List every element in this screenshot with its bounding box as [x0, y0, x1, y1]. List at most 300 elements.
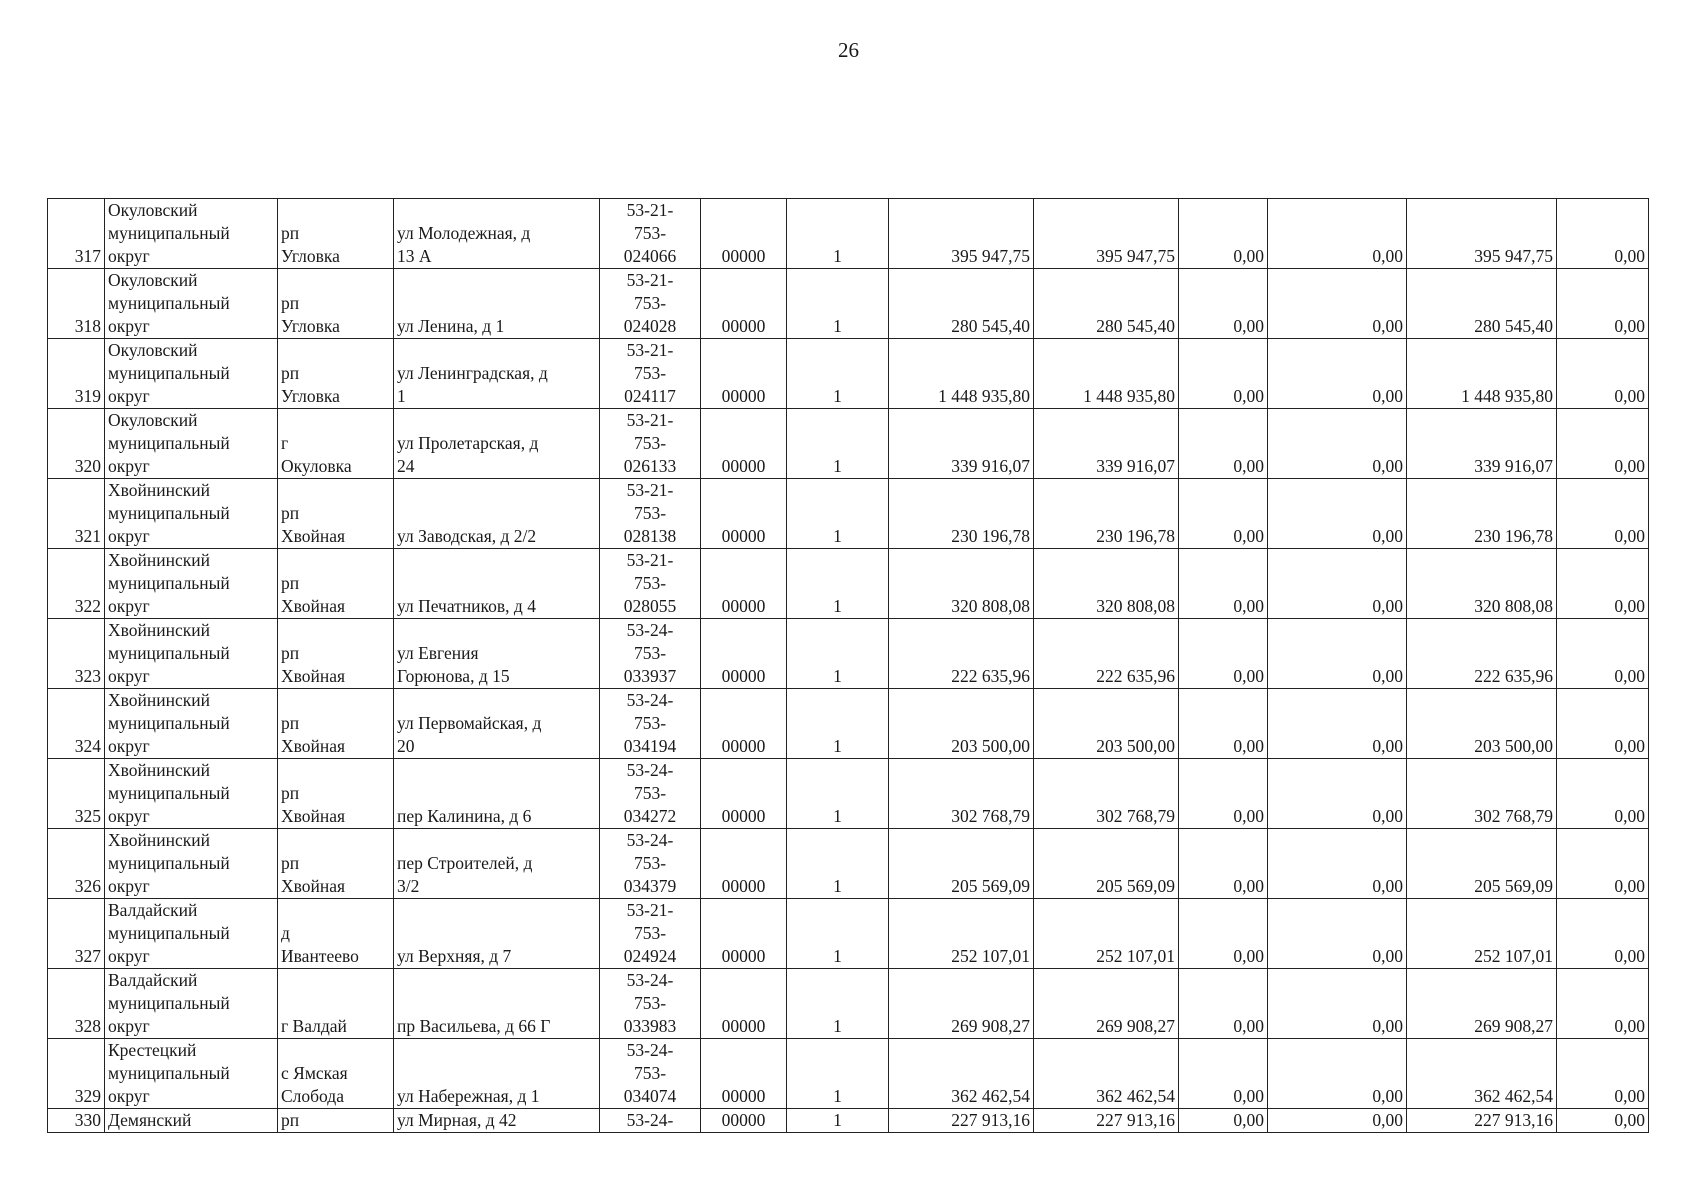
- district-cell-line: муниципальный: [108, 293, 230, 313]
- count-cell: 1: [787, 479, 889, 549]
- count-cell: 1: [787, 899, 889, 969]
- code-cell: [600, 479, 701, 549]
- code-cell-line: 028055: [623, 596, 677, 616]
- district-cell-line: округ: [108, 946, 150, 966]
- table-row: [48, 689, 1649, 759]
- address-cell: [394, 409, 600, 479]
- district-cell: [105, 619, 278, 689]
- page-number: 26: [838, 38, 859, 62]
- count-cell: 1: [787, 619, 889, 689]
- settlement-cell-line: г: [281, 433, 289, 453]
- district-cell: [105, 269, 278, 339]
- district-cell-line: муниципальный: [108, 923, 230, 943]
- code-cell: [600, 549, 701, 619]
- settlement-cell-line: Хвойная: [281, 876, 346, 896]
- amount-cell-3: 0,00: [1179, 479, 1268, 549]
- address-cell-line: Горюнова, д 15: [397, 666, 510, 686]
- district-cell: [105, 1109, 278, 1133]
- district-cell-line: округ: [108, 316, 150, 336]
- settlement-cell-line: рп: [281, 503, 300, 523]
- address-cell-line: ул Пролетарская, д: [397, 433, 539, 453]
- settlement-cell-line: Угловка: [281, 246, 340, 266]
- amount-cell-6: 0,00: [1557, 619, 1649, 689]
- amount-cell-2: 222 635,96: [1034, 619, 1179, 689]
- amount-cell-3: 0,00: [1179, 619, 1268, 689]
- amount-cell-5: 203 500,00: [1407, 689, 1557, 759]
- district-cell-line: округ: [108, 1016, 150, 1036]
- amount-cell-2: 362 462,54: [1034, 1039, 1179, 1109]
- code-cell-line: 53-24-: [626, 620, 674, 640]
- district-cell-line: округ: [108, 806, 150, 826]
- district-cell-line: муниципальный: [108, 853, 230, 873]
- address-cell-line: ул Набережная, д 1: [397, 1086, 540, 1106]
- address-cell-line: ул Печатников, д 4: [397, 596, 536, 616]
- amount-cell-1: 339 916,07: [889, 409, 1034, 479]
- count-cell: 1: [787, 1109, 889, 1133]
- settlement-cell-line: г Валдай: [281, 1016, 347, 1036]
- settlement-cell-line: рп: [281, 223, 300, 243]
- address-cell: [394, 1109, 600, 1133]
- settlement-cell-line: Слобода: [281, 1086, 344, 1106]
- row-number: 327: [48, 899, 105, 969]
- district-cell-line: муниципальный: [108, 1063, 230, 1083]
- settlement-cell-line: рп: [281, 1110, 300, 1130]
- code-cell-line: 53-24-: [626, 1040, 674, 1060]
- table-row: [48, 549, 1649, 619]
- amount-cell-4: 0,00: [1268, 689, 1407, 759]
- amount-cell-3: 0,00: [1179, 549, 1268, 619]
- table-row: [48, 1109, 1649, 1133]
- code-cell: [600, 409, 701, 479]
- code-cell-line: 753-: [633, 363, 667, 383]
- code-00000-cell: 00000: [701, 829, 787, 899]
- address-cell-line: ул Первомайская, д: [397, 713, 542, 733]
- count-cell: 1: [787, 549, 889, 619]
- settlement-cell-line: рп: [281, 713, 300, 733]
- settlement-cell-line: с Ямская: [281, 1063, 348, 1083]
- amount-cell-6: 0,00: [1557, 759, 1649, 829]
- amount-cell-1: 280 545,40: [889, 269, 1034, 339]
- amount-cell-2: 339 916,07: [1034, 409, 1179, 479]
- registry-body: [48, 199, 1649, 1133]
- amount-cell-4: 0,00: [1268, 829, 1407, 899]
- row-number: 320: [48, 409, 105, 479]
- code-cell-line: 53-21-: [626, 410, 674, 430]
- amount-cell-3: 0,00: [1179, 759, 1268, 829]
- table-row: [48, 409, 1649, 479]
- table-row: [48, 829, 1649, 899]
- district-cell-line: Хвойнинский: [108, 480, 210, 500]
- amount-cell-2: 280 545,40: [1034, 269, 1179, 339]
- code-cell-line: 53-21-: [626, 550, 674, 570]
- amount-cell-2: 269 908,27: [1034, 969, 1179, 1039]
- row-number: 329: [48, 1039, 105, 1109]
- district-cell: [105, 199, 278, 269]
- code-00000-cell: 00000: [701, 1109, 787, 1133]
- address-cell: [394, 339, 600, 409]
- code-cell-line: 026133: [623, 456, 677, 476]
- amount-cell-1: 203 500,00: [889, 689, 1034, 759]
- district-cell: [105, 689, 278, 759]
- address-cell-line: 3/2: [397, 876, 420, 896]
- amount-cell-6: 0,00: [1557, 969, 1649, 1039]
- district-cell: [105, 759, 278, 829]
- district-cell-line: муниципальный: [108, 363, 230, 383]
- code-cell-line: 753-: [633, 573, 667, 593]
- amount-cell-5: 227 913,16: [1407, 1109, 1557, 1133]
- amount-cell-5: 205 569,09: [1407, 829, 1557, 899]
- address-cell: [394, 269, 600, 339]
- settlement-cell: [278, 689, 394, 759]
- amount-cell-5: 302 768,79: [1407, 759, 1557, 829]
- code-cell-line: 034379: [623, 876, 677, 896]
- amount-cell-6: 0,00: [1557, 409, 1649, 479]
- code-cell-line: 033937: [623, 666, 677, 686]
- code-cell-line: 753-: [633, 923, 667, 943]
- district-cell-line: Валдайский: [108, 900, 198, 920]
- district-cell-line: округ: [108, 456, 150, 476]
- district-cell-line: округ: [108, 246, 150, 266]
- amount-cell-1: 395 947,75: [889, 199, 1034, 269]
- address-cell-line: ул Ленина, д 1: [397, 316, 505, 336]
- code-cell-line: 753-: [633, 223, 667, 243]
- settlement-cell-line: Угловка: [281, 386, 340, 406]
- address-cell: [394, 549, 600, 619]
- amount-cell-2: 227 913,16: [1034, 1109, 1179, 1133]
- code-cell-line: 753-: [633, 993, 667, 1013]
- amount-cell-6: 0,00: [1557, 1109, 1649, 1133]
- table-row: [48, 199, 1649, 269]
- table-row: [48, 479, 1649, 549]
- settlement-cell-line: Окуловка: [281, 456, 352, 476]
- row-number: 324: [48, 689, 105, 759]
- district-cell-line: округ: [108, 876, 150, 896]
- amount-cell-1: 320 808,08: [889, 549, 1034, 619]
- address-cell: [394, 479, 600, 549]
- amount-cell-6: 0,00: [1557, 1039, 1649, 1109]
- settlement-cell-line: Хвойная: [281, 666, 346, 686]
- code-00000-cell: 00000: [701, 269, 787, 339]
- amount-cell-6: 0,00: [1557, 829, 1649, 899]
- table-row: [48, 619, 1649, 689]
- district-cell: [105, 339, 278, 409]
- district-cell: [105, 969, 278, 1039]
- code-cell: [600, 269, 701, 339]
- address-cell-line: пер Строителей, д: [397, 853, 533, 873]
- address-cell-line: 24: [397, 456, 415, 476]
- district-cell-line: муниципальный: [108, 573, 230, 593]
- count-cell: 1: [787, 269, 889, 339]
- amount-cell-6: 0,00: [1557, 479, 1649, 549]
- amount-cell-1: 227 913,16: [889, 1109, 1034, 1133]
- code-00000-cell: 00000: [701, 549, 787, 619]
- amount-cell-4: 0,00: [1268, 339, 1407, 409]
- code-cell-line: 53-21-: [626, 200, 674, 220]
- district-cell-line: округ: [108, 736, 150, 756]
- code-cell-line: 034272: [623, 806, 677, 826]
- row-number: 330: [48, 1109, 105, 1133]
- district-cell-line: муниципальный: [108, 433, 230, 453]
- amount-cell-3: 0,00: [1179, 1109, 1268, 1133]
- address-cell: [394, 759, 600, 829]
- amount-cell-4: 0,00: [1268, 1039, 1407, 1109]
- settlement-cell-line: Угловка: [281, 316, 340, 336]
- registry-table: [47, 198, 1649, 1133]
- address-cell-line: ул Молодежная, д: [397, 223, 531, 243]
- amount-cell-1: 269 908,27: [889, 969, 1034, 1039]
- row-number: 323: [48, 619, 105, 689]
- settlement-cell-line: Хвойная: [281, 736, 346, 756]
- row-number: 328: [48, 969, 105, 1039]
- code-cell-line: 028138: [623, 526, 677, 546]
- amount-cell-4: 0,00: [1268, 409, 1407, 479]
- settlement-cell-line: Хвойная: [281, 596, 346, 616]
- table-row: [48, 339, 1649, 409]
- amount-cell-5: 362 462,54: [1407, 1039, 1557, 1109]
- code-00000-cell: 00000: [701, 339, 787, 409]
- district-cell-line: Окуловский: [108, 410, 198, 430]
- district-cell-line: Хвойнинский: [108, 620, 210, 640]
- settlement-cell-line: рп: [281, 293, 300, 313]
- count-cell: 1: [787, 969, 889, 1039]
- address-cell-line: 13 А: [397, 246, 432, 266]
- code-cell-line: 753-: [633, 503, 667, 523]
- settlement-cell: [278, 829, 394, 899]
- code-cell: [600, 339, 701, 409]
- count-cell: 1: [787, 409, 889, 479]
- code-00000-cell: 00000: [701, 969, 787, 1039]
- address-cell-line: ул Заводская, д 2/2: [397, 526, 537, 546]
- amount-cell-3: 0,00: [1179, 1039, 1268, 1109]
- settlement-cell: [278, 409, 394, 479]
- amount-cell-3: 0,00: [1179, 899, 1268, 969]
- district-cell-line: округ: [108, 666, 150, 686]
- amount-cell-2: 230 196,78: [1034, 479, 1179, 549]
- amount-cell-2: 203 500,00: [1034, 689, 1179, 759]
- address-cell: [394, 689, 600, 759]
- amount-cell-5: 252 107,01: [1407, 899, 1557, 969]
- district-cell-line: округ: [108, 386, 150, 406]
- amount-cell-2: 1 448 935,80: [1034, 339, 1179, 409]
- district-cell-line: Хвойнинский: [108, 760, 210, 780]
- address-cell-line: 20: [397, 736, 415, 756]
- district-cell-line: округ: [108, 596, 150, 616]
- settlement-cell-line: рп: [281, 853, 300, 873]
- code-cell-line: 024066: [623, 246, 677, 266]
- settlement-cell-line: Ивантеево: [281, 946, 359, 966]
- amount-cell-4: 0,00: [1268, 199, 1407, 269]
- count-cell: 1: [787, 199, 889, 269]
- code-cell-line: 53-21-: [626, 900, 674, 920]
- address-cell: [394, 969, 600, 1039]
- address-cell: [394, 899, 600, 969]
- settlement-cell-line: д: [281, 923, 290, 943]
- amount-cell-2: 302 768,79: [1034, 759, 1179, 829]
- amount-cell-1: 362 462,54: [889, 1039, 1034, 1109]
- settlement-cell: [278, 339, 394, 409]
- address-cell: [394, 199, 600, 269]
- code-00000-cell: 00000: [701, 479, 787, 549]
- amount-cell-5: 1 448 935,80: [1407, 339, 1557, 409]
- district-cell: [105, 479, 278, 549]
- code-cell-line: 53-24-: [626, 830, 674, 850]
- amount-cell-3: 0,00: [1179, 339, 1268, 409]
- address-cell: [394, 829, 600, 899]
- amount-cell-4: 0,00: [1268, 619, 1407, 689]
- count-cell: 1: [787, 1039, 889, 1109]
- amount-cell-3: 0,00: [1179, 689, 1268, 759]
- table-row: [48, 969, 1649, 1039]
- code-cell-line: 53-21-: [626, 480, 674, 500]
- code-cell-line: 753-: [633, 643, 667, 663]
- table-row: [48, 1039, 1649, 1109]
- table-row: [48, 269, 1649, 339]
- amount-cell-1: 252 107,01: [889, 899, 1034, 969]
- amount-cell-6: 0,00: [1557, 339, 1649, 409]
- count-cell: 1: [787, 829, 889, 899]
- settlement-cell: [278, 969, 394, 1039]
- amount-cell-3: 0,00: [1179, 829, 1268, 899]
- code-cell-line: 033983: [623, 1016, 677, 1036]
- address-cell: [394, 619, 600, 689]
- code-00000-cell: 00000: [701, 199, 787, 269]
- row-number: 326: [48, 829, 105, 899]
- address-cell-line: ул Евгения: [397, 643, 479, 663]
- amount-cell-4: 0,00: [1268, 969, 1407, 1039]
- row-number: 317: [48, 199, 105, 269]
- address-cell-line: ул Мирная, д 42: [397, 1110, 517, 1130]
- amount-cell-3: 0,00: [1179, 199, 1268, 269]
- code-00000-cell: 00000: [701, 759, 787, 829]
- row-number: 319: [48, 339, 105, 409]
- settlement-cell-line: рп: [281, 573, 300, 593]
- district-cell: [105, 829, 278, 899]
- amount-cell-4: 0,00: [1268, 759, 1407, 829]
- amount-cell-5: 395 947,75: [1407, 199, 1557, 269]
- code-cell: [600, 1039, 701, 1109]
- amount-cell-2: 252 107,01: [1034, 899, 1179, 969]
- amount-cell-5: 280 545,40: [1407, 269, 1557, 339]
- settlement-cell-line: рп: [281, 783, 300, 803]
- amount-cell-4: 0,00: [1268, 549, 1407, 619]
- row-number: 322: [48, 549, 105, 619]
- code-cell-line: 034194: [623, 736, 677, 756]
- code-00000-cell: 00000: [701, 899, 787, 969]
- amount-cell-5: 339 916,07: [1407, 409, 1557, 479]
- code-00000-cell: 00000: [701, 1039, 787, 1109]
- district-cell: [105, 1039, 278, 1109]
- address-cell-line: пр Васильева, д 66 Г: [397, 1016, 551, 1036]
- district-cell-line: Валдайский: [108, 970, 198, 990]
- count-cell: 1: [787, 689, 889, 759]
- code-cell-line: 753-: [633, 783, 667, 803]
- settlement-cell: [278, 549, 394, 619]
- code-cell-line: 53-24-: [626, 1110, 674, 1130]
- district-cell: [105, 409, 278, 479]
- code-cell-line: 024924: [623, 946, 677, 966]
- amount-cell-4: 0,00: [1268, 1109, 1407, 1133]
- table-row: [48, 899, 1649, 969]
- district-cell-line: Крестецкий: [108, 1040, 197, 1060]
- amount-cell-2: 320 808,08: [1034, 549, 1179, 619]
- code-cell-line: 53-24-: [626, 760, 674, 780]
- code-cell: [600, 899, 701, 969]
- address-cell-line: пер Калинина, д 6: [397, 806, 532, 826]
- district-cell-line: Окуловский: [108, 200, 198, 220]
- code-cell-line: 024117: [624, 386, 676, 406]
- code-cell-line: 753-: [633, 1063, 667, 1083]
- settlement-cell: [278, 199, 394, 269]
- settlement-cell: [278, 1039, 394, 1109]
- district-cell-line: муниципальный: [108, 713, 230, 733]
- district-cell-line: округ: [108, 526, 150, 546]
- count-cell: 1: [787, 759, 889, 829]
- amount-cell-6: 0,00: [1557, 199, 1649, 269]
- amount-cell-4: 0,00: [1268, 269, 1407, 339]
- amount-cell-1: 205 569,09: [889, 829, 1034, 899]
- code-00000-cell: 00000: [701, 619, 787, 689]
- code-00000-cell: 00000: [701, 409, 787, 479]
- amount-cell-5: 230 196,78: [1407, 479, 1557, 549]
- amount-cell-1: 302 768,79: [889, 759, 1034, 829]
- amount-cell-6: 0,00: [1557, 689, 1649, 759]
- settlement-cell: [278, 759, 394, 829]
- district-cell-line: муниципальный: [108, 993, 230, 1013]
- code-cell: [600, 619, 701, 689]
- amount-cell-1: 222 635,96: [889, 619, 1034, 689]
- settlement-cell: [278, 269, 394, 339]
- amount-cell-1: 230 196,78: [889, 479, 1034, 549]
- district-cell-line: Хвойнинский: [108, 830, 210, 850]
- district-cell-line: Хвойнинский: [108, 690, 210, 710]
- address-cell: [394, 1039, 600, 1109]
- district-cell-line: округ: [108, 1086, 150, 1106]
- amount-cell-5: 320 808,08: [1407, 549, 1557, 619]
- amount-cell-3: 0,00: [1179, 969, 1268, 1039]
- amount-cell-1: 1 448 935,80: [889, 339, 1034, 409]
- district-cell-line: муниципальный: [108, 223, 230, 243]
- amount-cell-2: 205 569,09: [1034, 829, 1179, 899]
- amount-cell-6: 0,00: [1557, 549, 1649, 619]
- code-cell: [600, 969, 701, 1039]
- amount-cell-5: 269 908,27: [1407, 969, 1557, 1039]
- table-row: [48, 759, 1649, 829]
- code-00000-cell: 00000: [701, 689, 787, 759]
- district-cell-line: Окуловский: [108, 270, 198, 290]
- settlement-cell-line: Хвойная: [281, 806, 346, 826]
- district-cell: [105, 549, 278, 619]
- code-cell-line: 53-21-: [626, 270, 674, 290]
- code-cell: [600, 199, 701, 269]
- address-cell-line: 1: [397, 386, 406, 406]
- amount-cell-3: 0,00: [1179, 409, 1268, 479]
- settlement-cell-line: рп: [281, 643, 300, 663]
- count-cell: 1: [787, 339, 889, 409]
- row-number: 321: [48, 479, 105, 549]
- code-cell: [600, 689, 701, 759]
- address-cell-line: ул Ленинградская, д: [397, 363, 548, 383]
- amount-cell-5: 222 635,96: [1407, 619, 1557, 689]
- settlement-cell: [278, 479, 394, 549]
- district-cell-line: Хвойнинский: [108, 550, 210, 570]
- settlement-cell: [278, 1109, 394, 1133]
- district-cell-line: муниципальный: [108, 783, 230, 803]
- district-cell: [105, 899, 278, 969]
- row-number: 325: [48, 759, 105, 829]
- district-cell-line: муниципальный: [108, 643, 230, 663]
- settlement-cell-line: рп: [281, 363, 300, 383]
- code-cell-line: 753-: [633, 713, 667, 733]
